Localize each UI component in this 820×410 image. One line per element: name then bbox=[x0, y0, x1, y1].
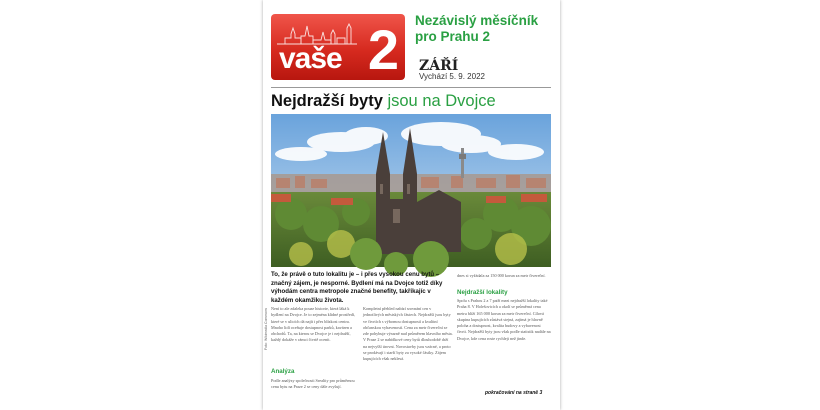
body-column-1: Není to ale zdaleka pouze historie, která láká k bydlení na Dvojce. Je to zejména klidné prostředí, které se v ulicích dá najít i přes blízkost centra. Mnoho lidí oceňuje dostupnost parků, kaváren a obchodů. Ta, na kterou se Dvojce je i nejdražší, každý dokáže v rámci čtvrtě ocenit. bbox=[271, 306, 356, 343]
masthead-divider bbox=[271, 87, 551, 88]
newspaper-page bbox=[263, 0, 560, 410]
continued-link[interactable]: pokračování na straně 3 bbox=[485, 390, 543, 396]
body-column-2: Kompletní přehled nabízí srovnání cen v jednotlivých městských částech. Nejdražší jsou byty ve čtvrtích s výbornou dostupností a kvalitní občanskou vybaveností. Cena za metr čtvereční se zde pohybuje výrazně nad průměrem hlavního města. V Praze 2 se nabídkové ceny bytů dlouhodobě drží na nejvyšší úrovni. Novostavby jsou vzácné, a proto se prodávají i starší byty za vysoké částky. Zájem kupujících však neklesá. bbox=[363, 306, 453, 362]
body-column-1-continued: Podle analýzy společnosti Sreality pro průměrnou cenu bytu na Praze 2 se ceny dále zvyšují. bbox=[271, 378, 355, 390]
masthead-logo bbox=[271, 14, 405, 80]
headline-rest: jsou na Dvojce bbox=[387, 92, 496, 110]
article-lead: To, že právě o tuto lokalitu je – i přes vysokou cenu bytů – značný zájem, je nesporné. Bydlení má na Dvojce totiž díky výhodám centra metropole značné benefity, takříkajíc v každém okamžiku života. bbox=[271, 271, 443, 304]
logo-text: vaše bbox=[279, 42, 342, 75]
subheading-analysis: Analýza bbox=[271, 368, 295, 375]
body-column-3: Spolu s Prahou 2 a 7 patří mezi nejdražší lokality také Praha 8. V Holešovicích a okolí se průměrná cena metru blíží 165 000 korun za metr čtvereční. Cílová skupina kupujících zůstává stejná, zajímá je hlavně poloha a dostupnost, kvalita budovy a vybavenost čtvrti. Nejdražší byty jsou však podle statistik nadále na Dvojce, kde cena roste rychleji než jinde. bbox=[457, 298, 551, 341]
masthead-tagline: Nezávislý měsíčník pro Prahu 2 bbox=[415, 13, 539, 44]
logo-number: 2 bbox=[367, 18, 399, 81]
photo-credit: Foto: Wikimedia Commons bbox=[264, 307, 268, 350]
article-headline bbox=[271, 91, 556, 111]
subheading-locations: Nejdražší lokality bbox=[457, 289, 508, 296]
body-column-3-top: dnes si vyžádala za 150 000 korun za metr čtvereční. bbox=[457, 273, 546, 278]
headline-bold: Nejdražší byty bbox=[271, 92, 383, 110]
publication-date: Vychází 5. 9. 2022 bbox=[419, 72, 485, 81]
issue-month: ZÁŘÍ bbox=[419, 58, 459, 74]
